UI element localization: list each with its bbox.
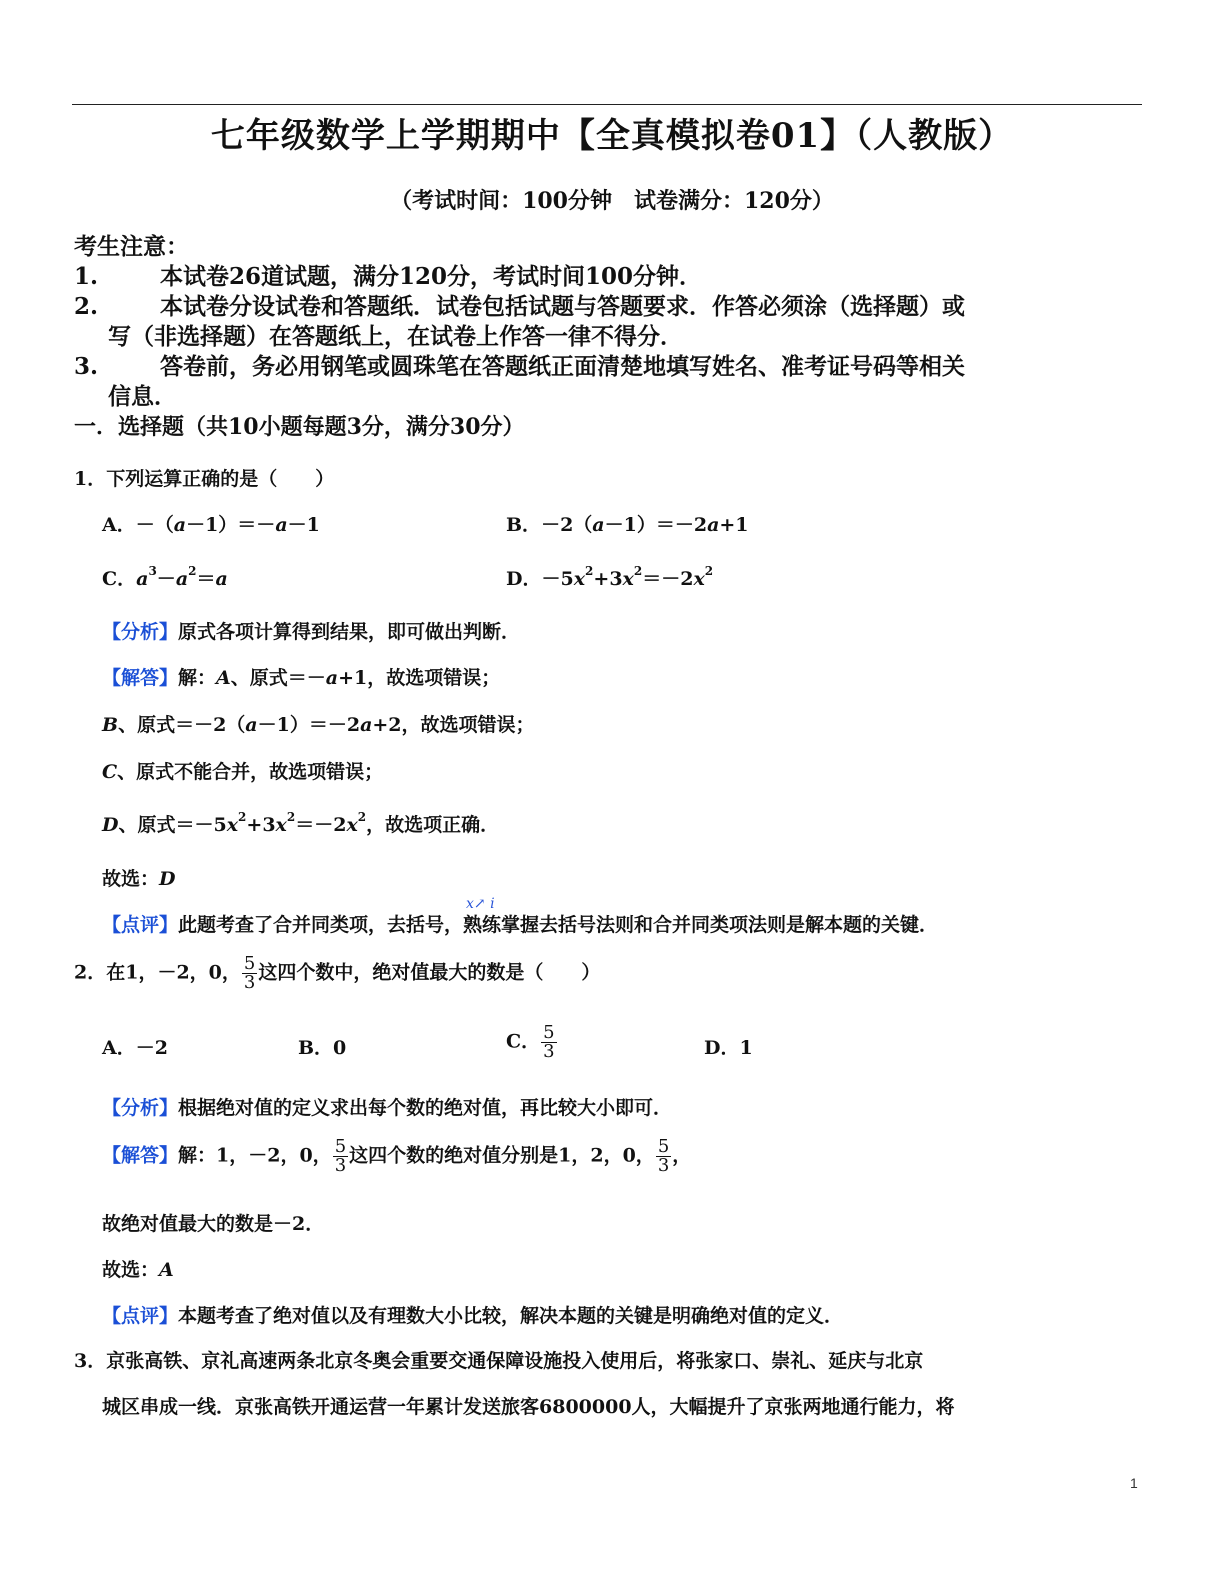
q1-choice: 故选：D (102, 868, 176, 890)
notice-item-text: 答卷前，务必用钢笔或圆珠笔在答题纸正面清楚地填写姓名、准考证号码等相关 (160, 353, 965, 380)
analysis-tag: 【分析】 (102, 621, 179, 643)
q1-analysis: 【分析】原式各项计算得到结果，即可做出判断． (102, 621, 521, 643)
review-tag: 【点评】 (102, 914, 179, 936)
page-title: 七年级数学上学期期中【全真模拟卷01】（人教版） (210, 116, 1014, 156)
solution-tag: 【解答】 (102, 1144, 179, 1167)
q2-option-d: D．1 (704, 1037, 753, 1059)
review-tag: 【点评】 (102, 1305, 179, 1327)
notice-item-3-cont: 信息． (108, 383, 177, 410)
header-rule (72, 104, 1142, 105)
q2-choice: 故选：A (102, 1259, 174, 1281)
solution-tag: 【解答】 (102, 667, 179, 689)
q2-review: 【点评】本题考查了绝对值以及有理数大小比较，解决本题的关键是明确绝对值的定义． (102, 1305, 844, 1327)
exam-info: （考试时间：100分钟 试卷满分：120分） (390, 188, 834, 214)
fraction: $\frac{5}{3}$ (243, 953, 256, 993)
q1-solution: 【解答】解：A、原式＝－a+1，故选项错误； (102, 667, 501, 689)
q2-option-a: A．－2 (102, 1037, 168, 1059)
q1-option-b: B．－2（a－1）＝－2a+1 (506, 514, 749, 536)
fraction: $\frac{5}{3}$ (657, 1136, 670, 1176)
q3-stem-cont: 城区串成一线．京张高铁开通运营一年累计发送旅客6800000人，大幅提升了京张两地通行能力，将 (102, 1396, 955, 1418)
handwritten-mark: x↗ i (466, 896, 495, 912)
notice-item-3 (74, 348, 965, 381)
q2-analysis: 【分析】根据绝对值的定义求出每个数的绝对值，再比较大小即可． (102, 1097, 673, 1119)
q1-option-a: A．－（a－1）＝－a－1 (102, 514, 320, 536)
q2-solution-cont: 故绝对值最大的数是－2． (102, 1213, 325, 1235)
notice-item-2-cont: 写（非选择题）在答题纸上，在试卷上作答一律不得分． (108, 323, 683, 350)
notice-item-text: 本试卷分设试卷和答题纸．试卷包括试题与答题要求．作答必须涂（选择题）或 (160, 293, 965, 320)
notice-item-1 (74, 258, 702, 291)
q1-solution-d: D、原式$=-5x^2+3x^2=-2x^2$，故选项正确． (102, 810, 500, 836)
fraction: $\frac{5}{3}$ (543, 1022, 555, 1062)
analysis-tag: 【分析】 (102, 1097, 179, 1119)
notice-heading: 考生注意： (74, 233, 189, 260)
q1-solution-b: B、原式＝－2（a－1）＝－2a+2，故选项错误； (102, 714, 535, 736)
notice-item-number: 2. (74, 293, 99, 320)
q1-option-d: D．$-5x^2+3x^2=-2x^2$ (506, 564, 714, 590)
q1-option-c: C．$a^3-a^2=a$ (102, 564, 228, 590)
notice-item-text: 本试卷26道试题，满分120分，考试时间100分钟． (160, 263, 703, 290)
notice-item-number: 1. (74, 263, 99, 290)
q1-solution-c: C、原式不能合并，故选项错误； (102, 761, 384, 783)
q1-review: 【点评】此题考查了合并同类项，去括号，熟练掌握去括号法则和合并同类项法则是解本题的关键． (102, 914, 939, 936)
q2-stem: 2．在1，－2，0， $\frac{5}{3}$ 这四个数中，绝对值最大的数是（ ） (74, 953, 601, 993)
q1-stem: 1．下列运算正确的是（ ） (74, 468, 335, 490)
page-number: 1 (1130, 1475, 1138, 1491)
q2-option-c: C． $\frac{5}{3}$ (506, 1022, 555, 1062)
q2-option-b: B．0 (298, 1037, 347, 1059)
q2-solution: 【解答】解：1，－2，0， $\frac{5}{3}$ 这四个数的绝对值分别是1，2，0， $\frac{5}{3}$ ， (102, 1136, 692, 1176)
fraction: $\frac{5}{3}$ (334, 1136, 347, 1176)
section-heading: 一．选择题（共10小题每题3分，满分30分） (74, 414, 525, 440)
q3-stem: 3．京张高铁、京礼高速两条北京冬奥会重要交通保障设施投入使用后，将张家口、崇礼、延庆与北京 (74, 1350, 924, 1372)
notice-item-number: 3. (74, 353, 99, 380)
notice-item-2 (74, 288, 965, 321)
